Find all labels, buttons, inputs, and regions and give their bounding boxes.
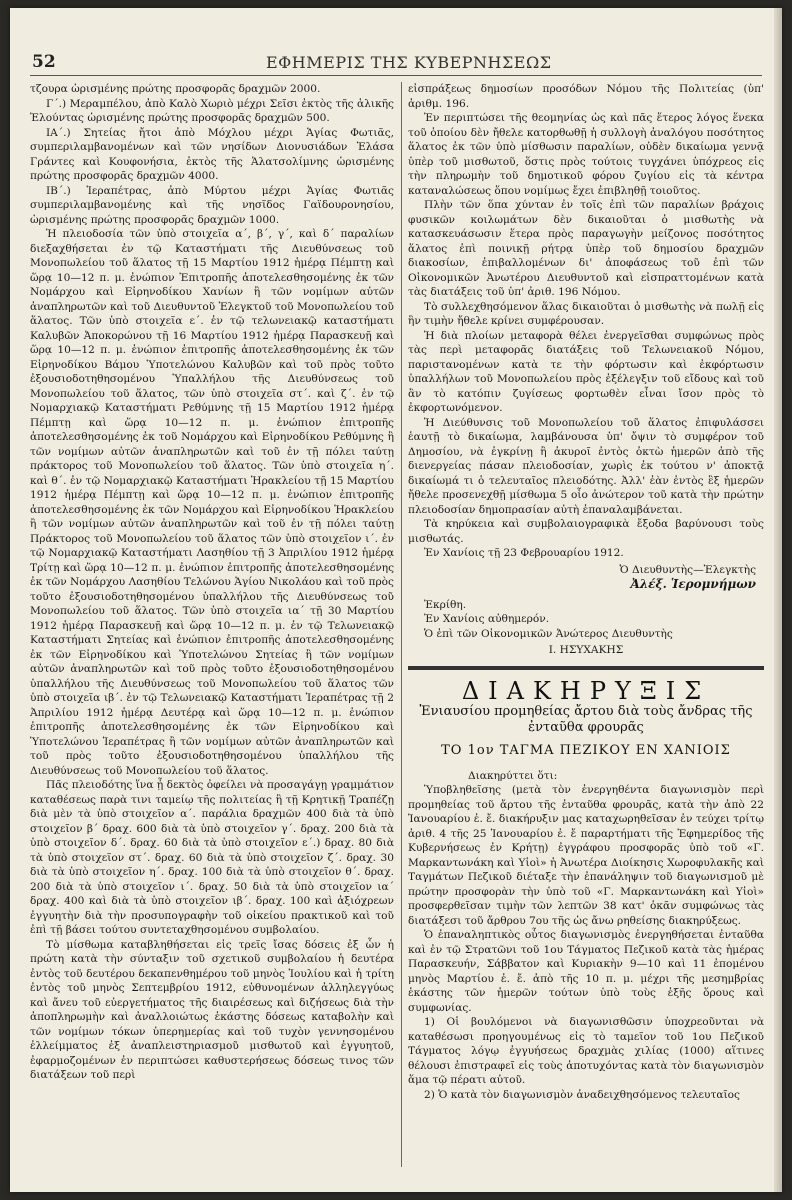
right-paragraph: εἰσπράξεως δημοσίων προσόδων Νόμου τῆς Πολιτείας (ὑπ' ἀριθμ. 196. bbox=[408, 83, 764, 110]
left-paragraph: ΙΒ΄.) Ἱεραπέτρας, ἀπὸ Μύρτου μέχρι Ἁγίας Φωτιᾶς συμπεριλαμβανομένης καὶ τῆς νησῖδος Γαϊδουρονησίου, ὡρισμένης πρώτης προσφορᾶς δραχμῶν 1000. bbox=[30, 184, 394, 226]
right-paragraph: Ἐν περιπτώσει τῆς θεομηνίας ὡς καὶ πᾶς ἕτερος λόγος ἕνεκα τοῦ ὁποίου δὲν ἤθελε κατορθωθῇ ἡ συλλογὴ ἀναλόγου ποσότητος ἅλατος ἐκ τῶν ὑπὸ μίσθωσιν παραλίων, οὐδὲν δικαίωμα γεννᾷ ὑπὲρ τοῦ μισθωτοῦ, ὅστις πρὸς τούτοις τυγχάνει ὑπόχρεος εἰς τὴν πληρωμὴν τοῦ δημοτικοῦ φόρου ζυγίου εἰς τὰ κέντρα καταναλώσεως ὅπου νομίμως ἔχει ἐπιβληθῇ τοιοῦτος. bbox=[408, 112, 764, 197]
right-paragraph: Τὸ συλλεχθησόμενον ἅλας δικαιοῦται ὁ μισθωτὴς νὰ πωλῇ εἰς ἣν τιμὴν ἤθελε κρίνει συμφέρουσαν. bbox=[408, 300, 764, 327]
approval-note: Ἐκρίθη. bbox=[424, 598, 467, 611]
right-paragraph: Ἡ Διεύθυνσις τοῦ Μονοπωλείου τοῦ ἅλατος ἐπιφυλάσσει ἑαυτῇ τὸ δικαίωμα, λαμβάνουσα ὑπ' ὄψιν τὸ συμφέρον τοῦ Δημοσίου, νὰ ἐγκρίνῃ ἢ ἀκυροῖ ἐντὸς ὀκτὼ ἡμερῶν ἀπὸ τῆς διενεργείας πάσαν πλειοδοσίαν, χωρὶς ἐκ τούτου ν' ἀποκτᾷ δικαίωμά τι ὁ τελευταῖος πλειοδότης. Ἀλλ' ἐὰν ἐντὸς ἓξ ἡμερῶν ἤθελε προσενεχθῇ μίσθωμα 5 οἷο ἀνώτερον τοῦ κατὰ τὴν πρώτην πλειοδοσίαν δημοπρασίαν αὐτὴ ἐπαναλαμβάνεται. bbox=[408, 416, 764, 516]
right-paragraph: Τὰ κηρύκεια καὶ συμβολαιογραφικὰ ἔξοδα βαρύνουσι τοὺς μισθωτάς. bbox=[408, 518, 764, 545]
right-column bbox=[408, 82, 764, 1102]
column-divider bbox=[401, 82, 402, 1167]
notice-paragraph: Ὁ ἐπαναληπτικὸς οὗτος διαγωνισμὸς ἐνεργηθήσεται ἐνταῦθα καὶ ἐν τῷ Στρατῶνι τοῦ 1ου Τάγματος Πεζικοῦ κατὰ τὰς ἡμέρας Παρασκευήν, Σάββατον καὶ Κυριακὴν 9—10 καὶ 11 ἐπομένου μηνὸς Μαρτίου ἐ. ἔ. ἀπὸ τῆς 10 π. μ. μέχρι τῆς μεσημβρίας ἑκάστης τῶν ἡμερῶν τούτων ὑπὸ τοὺς ἑξῆς ὅρους καὶ συμφωνίας. bbox=[408, 929, 764, 1014]
publication-title: ΕΦΗΜΕΡΙΣ ΤΗΣ ΚΥΒΕΡΝΗΣΕΩΣ bbox=[266, 53, 552, 72]
approver-title: Ὁ ἐπὶ τῶν Οἰκονομικῶν Ἀνώτερος Διευθυντὴς bbox=[424, 627, 673, 640]
left-paragraph: ΙΑ΄.) Σητείας ἤτοι ἀπὸ Μόχλου μέχρι Ἁγίας Φωτιᾶς, συμπεριλαμβανομένων καὶ τῶν νησίδων Διονυσιάδων Ἐλάσα Γράντες καὶ Κουφονήσια, ἐκτὸς τῆς Ἁλατσολίμνης ὡρισμένης πρώτης προσφορᾶς δραχμῶν 4000. bbox=[30, 126, 394, 182]
page-edge-shadow bbox=[774, 8, 782, 1192]
page-header bbox=[10, 8, 782, 72]
left-paragraph: Ἡ πλειοδοσία τῶν ὑπὸ στοιχεῖα α΄, β΄, γ΄, καὶ δ΄ παραλίων διεξαχθήσεται ἐν τῷ Καταστήματι τῆς Διευθύνσεως τοῦ Μονοπωλείου τοῦ ἅλατος τῇ 15 Μαρτίου 1912 ἡμέρᾳ Πέμπτῃ καὶ ὥρᾳ 10—12 π. μ. ἐνώπιον Ἐπιτροπῆς ἀποτελεσθησομένης ἐκ τῶν Νομάρχου καὶ Εἰρηνοδίκου Χανίων ἢ τῶν νομίμων αὐτῶν ἀναπληρωτῶν καὶ τοῦ Διευθυντοῦ Ἐλεγκτοῦ τοῦ Μονοπωλείου τοῦ ἅλατος. Τῶν ὑπὸ στοιχεῖα ε΄. ἐν τῷ τελωνειακῷ καταστήματι Καλυβῶν Ἀποκορώνου τῇ 16 Μαρτίου 1912 ἡμέρᾳ Παρασκευῇ καὶ ὥρᾳ 10—12 π. μ. ἐνώπιον ἐπιτροπῆς ἀποτελεσθησομένης ἐκ τῶν Εἰρηνοδίκου Βάμου Ὑποτελώνου Καλυβῶν καὶ τοῦ πρὸς τοῦτο ἐξουσιοδοτηθησομένου Ὑπαλλήλου τῆς Διευθύνσεως τοῦ Μονοπωλείου τοῦ ἅλατος, τῶν ὑπὸ στοιχεῖα στ΄. καὶ ζ΄. ἐν τῷ Νομαρχιακῷ Καταστήματι Ρεθύμνης τῇ 15 Μαρτίου 1912 ἡμέρᾳ Πέμπτῃ καὶ ὥρᾳ 10—12 π. μ. ἐνώπιον ἐπιτροπῆς ἀποτελεσθησομένης ἐκ τοῦ Νομάρχου καὶ Εἰρηνοδίκου Ρεθύμνης ἢ τῶν νομίμων αὐτῶν ἀναπληρωτῶν καὶ τοῦ ἐν τῇ πόλει ταύτῃ πράκτορος τοῦ Μονοπωλείου τοῦ ἅλατος. Τῶν ὑπὸ στοιχεῖα η΄. καὶ θ΄. ἐν τῷ Νομαρχιακῷ Καταστήματι Ἡρακλείου τῇ 15 Μαρτίου 1912 ἡμέρᾳ Πέμπτῃ καὶ ὥρᾳ 10—12 π. μ. ἐνώπιον ἐπιτροπῆς ἀποτελεσθησομένης ἐκ τῶν Νομάρχου καὶ Εἰρηνοδίκου Ἡρακλείου ἢ τῶν νομίμων αὐτῶν ἀναπληρωτῶν καὶ τοῦ ἐν τῇ πόλει ταύτῃ Πράκτορος τοῦ Μονοπωλείου τοῦ ἅλατος τῶν ὑπὸ στοιχεῖον ι΄. ἐν τῷ Νομαρχιακῷ Καταστήματι Λασηθίου τῇ 3 Ἀπριλίου 1912 ἡμέρᾳ Τρίτῃ καὶ ὥρᾳ 10—12 π. μ. ἐνώπιον ἐπιτροπῆς ἀποτελεσθησομένης ἐκ τῶν Νομάρχου Λασηθίου Τελώνου Ἁγίου Νικολάου καὶ τοῦ πρὸς τοῦτο ἐξουσιοδοτηθησομένου ὑπαλλήλου τῆς Διευθύνσεως τοῦ Μονοπωλείου τοῦ ἅλατος. Τῶν ὑπὸ στοιχεῖα ια΄ τῇ 30 Μαρτίου 1912 ἡμέρᾳ Παρασκευῇ καὶ ὥρᾳ 10—12 π. μ. ἐν τῷ Τελωνειακῷ Καταστήματι Σητείας καὶ ἐνώπιον ἐπιτροπῆς ἀποτελεσθησομένης ἐκ τῶν Εἰρηνοδίκου καὶ Ὑποτελώνου Σητείας ἢ τῶν νομίμων αὐτῶν ἀναπληρωτῶν καὶ τοῦ πρὸς τοῦτο ἐξουσιοδοτηθησομένου ὑπαλλήλου τῆς Διευθύνσεως τοῦ Μονοπωλείου τοῦ ἅλατος τῶν ὑπὸ στοιχεῖα ιβ΄. ἐν τῷ Τελωνειακῷ Καταστήματι Ἱεραπέτρας τῇ 2 Ἀπριλίου 1912 ἡμέρᾳ Δευτέρᾳ καὶ ὥρᾳ 10—12 π. μ. ἐνώπιον ἐπιτροπῆς ἀποτελεσθησομένης ἐκ τῶν Εἰρηνοδίκου καὶ Ὑποτελώνου Ἱεραπέτρας ἢ τῶν νομίμων αὐτῶν ἀναπληρωτῶν καὶ τοῦ πρὸς τοῦτο ἐξουσιοδοτηθησομένου ὑπαλλήλου τῆς Διευθύνσεως τοῦ Μονοπωλείου τοῦ ἅλατος. bbox=[30, 228, 394, 777]
left-paragraph: Πᾶς πλειοδότης ἵνα ᾖ δεκτὸς ὀφείλει νὰ προσαγάγῃ γραμμάτιον καταθέσεως παρὰ τινι ταμείῳ τῆς πολιτείας ἢ τῇ Κρητικῇ Τραπέζῃ διὰ μὲν τὰ ὑπὸ στοιχεῖον α΄. παράλια δραχμῶν 400 διὰ τὰ ὑπὸ στοιχεῖον β΄ δραχ. 600 διὰ τὰ ὑπὸ στοιχεῖον γ΄. δραχ. 200 διὰ τὰ ὑπὸ στοιχεῖον δ΄. δραχ. 60 διὰ τὰ ὑπὸ στοιχεῖον ε΄.) δραχ. 80 διὰ τὰ ὑπὸ στοιχεῖον στ΄. δραχ. 60 διὰ τὰ ὑπὸ στοιχεῖον ζ΄. δραχ. 30 διὰ τὰ ὑπὸ στοιχεῖον η΄. δραχ. 100 διὰ τὰ ὑπὸ στοιχεῖον θ΄. δραχ. 200 διὰ τὰ ὑπὸ στοιχεῖον ι΄. δραχ. 50 διὰ τὰ ὑπὸ στοιχεῖον ια΄ δραχ. 400 καὶ διὰ τὰ ὑπὸ στοιχεῖον ιβ΄. δραχ. 100 καὶ ἀξιόχρεων ἐγγυητὴν διὰ τὴν προσυπογραφὴν τοῦ οἰκείου πρακτικοῦ καὶ τοῦ ἐπὶ τῇ βάσει τούτου συντεταχθησομένου συμβολαίου. bbox=[30, 779, 394, 936]
signatory-title: Ὁ Διευθυντὴς—Ἐλεγκτὴς bbox=[619, 563, 756, 576]
right-paragraph: Ἡ διὰ πλοίων μεταφορὰ θέλει ἐνεργεῖσθαι συμφώνως πρὸς τὰς περὶ μεταφορᾶς διατάξεις τοῦ Τελωνειακοῦ Νόμου, παριστανομένων κατὰ τε τὴν φόρτωσιν καὶ ἐκφόρτωσιν ὑπαλλήλων τοῦ Μονοπωλείου πρὸς ἐξέλεγξιν τοῦ εἴδους καὶ τοῦ ἂν τὸ κατόπιν ζυγίσεως φορτωθὲν εἶναι ἴσον πρὸς τὸ ἐκφορτωνόμενον. bbox=[408, 329, 764, 414]
date-line: Ἐν Χανίοις τῇ 23 Φεβρουαρίου 1912. bbox=[424, 547, 624, 559]
header-rule bbox=[30, 75, 762, 76]
left-paragraph: Τὸ μίσθωμα καταβληθήσεται εἰς τρεῖς ἴσας δόσεις ἐξ ὧν ἡ πρώτη κατὰ τὴν σύνταξιν τοῦ σχετικοῦ συμβολαίου ἡ δευτέρα ἐντὸς τοῦ δευτέρου δεκαπενθημέρου τοῦ μηνὸς Ἰουλίου καὶ ἡ τρίτη ἐντὸς τοῦ μηνὸς Σεπτεμβρίου 1912, εὐθυνομένων ἀλληλεγγύως καὶ ἄνευ τοῦ εὐεργετήματος τῆς διαιρέσεως καὶ διζήσεως διὰ τὴν ἀποπληρωμὴν καὶ ἀναλλοιώτως ἑκάστης δόσεως καταβολὴν καὶ τῶν νομίμων τόκων ὑπερημερίας καὶ τοῦ τυχὸν γεννησομένου ἐλλείμματος ἐξ ἀναπλειστηριασμοῦ μισθωτοῦ καὶ ἐγγυητοῦ, ἐφαρμοζομένων ἐν περιπτώσει καθυστερήσεως δόσεως τινος τῶν διατάξεων τοῦ περὶ bbox=[30, 938, 394, 1081]
notice-title: ΔΙΑΚΗΡΥΞΙΣ bbox=[461, 676, 711, 705]
gazette-page bbox=[10, 8, 782, 1192]
page-number: 52 bbox=[32, 52, 56, 72]
notice-intro: Διακηρύττει ὅτι: bbox=[468, 769, 558, 782]
notice-paragraph: 2) Ὁ κατὰ τὸν διαγωνισμὸν ἀναδειχθησόμενος τελευταῖος bbox=[424, 1088, 740, 1101]
approval-place: Ἐν Χανίοις αὐθημερόν. bbox=[424, 613, 550, 625]
left-paragraph: τζουρα ὡρισμένης πρώτης προσφορᾶς δραχμῶν 2000. bbox=[30, 83, 321, 95]
notice-paragraph: Ὑποβληθεῖσης (μετὰ τὸν ἐνεργηθέντα διαγωνισμὸν περὶ προμηθείας τοῦ ἄρτου τῆς ἐνταῦθα φρουρᾶς, κατὰ τὴν ἀπὸ 22 Ἰανουαρίου ἐ. ἔ. διακήρυξιν μας καταχωρηθεῖσαν ἐν τεύχει τρίτῳ ἀριθ. 4 τῆς 25 Ἰανουαρίου ἐ. ἔ παραρτήματι τῆς Ἐφημερίδος τῆς Κυβερνήσεως ἐν Κρήτῃ) ἐγγράφου προσφορᾶς ὑπὸ τοῦ «Γ. Μαρκαντωνάκη καὶ Υἱοὶ» ἡ Ἀνωτέρα Διοίκησις Χωροφυλακῆς καὶ Ταγμάτων Πεζικοῦ διέταξε τὴν ἐπανάληψιν τοῦ διαγωνισμοῦ μὲ πρώτην προσφορὰν τὴν ὑπὸ τοῦ «Γ. Μαρκαντωνάκη καὶ Υἱοὶ» προσφερθεῖσαν τιμὴν τῶν λεπτῶν 38 κατ' ὀκᾶν συμφώνως τὰς διατάξεσι τοῦ ἄρθρου 7ου τῆς ὡς ἄνω ρηθείσης διακηρύξεως. bbox=[408, 784, 764, 927]
notice-paragraph: 1) Οἱ βουλόμενοι νὰ διαγωνισθῶσιν ὑποχρεοῦνται νὰ καταθέσωσι προηγουμένως εἰς τὸ ταμεῖον τοῦ 1ου Πεζικοῦ Τάγματος λόγῳ ἐγγυήσεως δραχμὰς χιλίας (1000) αἵτινες θέλουσι ἐπιστραφεῖ εἰς τοὺς ἀποτυχόντας κατὰ τὸν διαγωνισμὸν ἅμα τῷ πέρατι αὐτοῦ. bbox=[408, 1016, 764, 1086]
notice-unit: ΤΟ 1ον ΤΑΓΜΑ ΠΕΖΙΚΟΥ ΕΝ ΧΑΝΙΟΙΣ bbox=[441, 743, 731, 758]
signatory-name: Ἀλέξ. Ἱερομνήμων bbox=[630, 577, 756, 591]
right-paragraph: Πλὴν τῶν ὅπα χύνταν ἐν τοῖς ἐπὶ τῶν παραλίων βράχοις φυσικῶν κοιλωμάτων δὲν δικαιοῦται ὁ μισθωτὴς νὰ κατασκευάσωσιν ἕτερα πρὸς παραγωγὴν μείζονος ποσότητος ἅλατος ἐπὶ ποινικῇ ρήτρᾳ ὑπὲρ τοῦ δημοσίου δραχμῶν διακοσίων, ἐπιβαλλομένων δι' ἀποφάσεως τοῦ ἐπὶ τῶν Οἰκονομικῶν Ἀνωτέρου Διευθυντοῦ καὶ εἰσπραττομένων κατὰ τὰς διατάξεις τοῦ ὑπ' ἀριθ. 196 Νόμου. bbox=[408, 199, 764, 298]
approver-name: Ι. ΗΣΥΧΑΚΗΣ bbox=[548, 644, 624, 656]
left-column bbox=[30, 82, 394, 1083]
section-separator bbox=[408, 666, 764, 670]
left-paragraph: Γ΄.) Μεραμπέλου, ἀπὸ Καλὸ Χωριὸ μέχρι Σεῖσι ἐκτὸς τῆς ἁλικῆς Ἐλούντας ὡρισμένης πρώτης προσφορᾶς δραχμῶν 500. bbox=[30, 97, 394, 124]
notice-subtitle: Ἐνιαυσίου προμηθείας ἄρτου διὰ τοὺς ἄνδρας τῆς ἐνταῦθα φρουρᾶς bbox=[419, 704, 753, 735]
